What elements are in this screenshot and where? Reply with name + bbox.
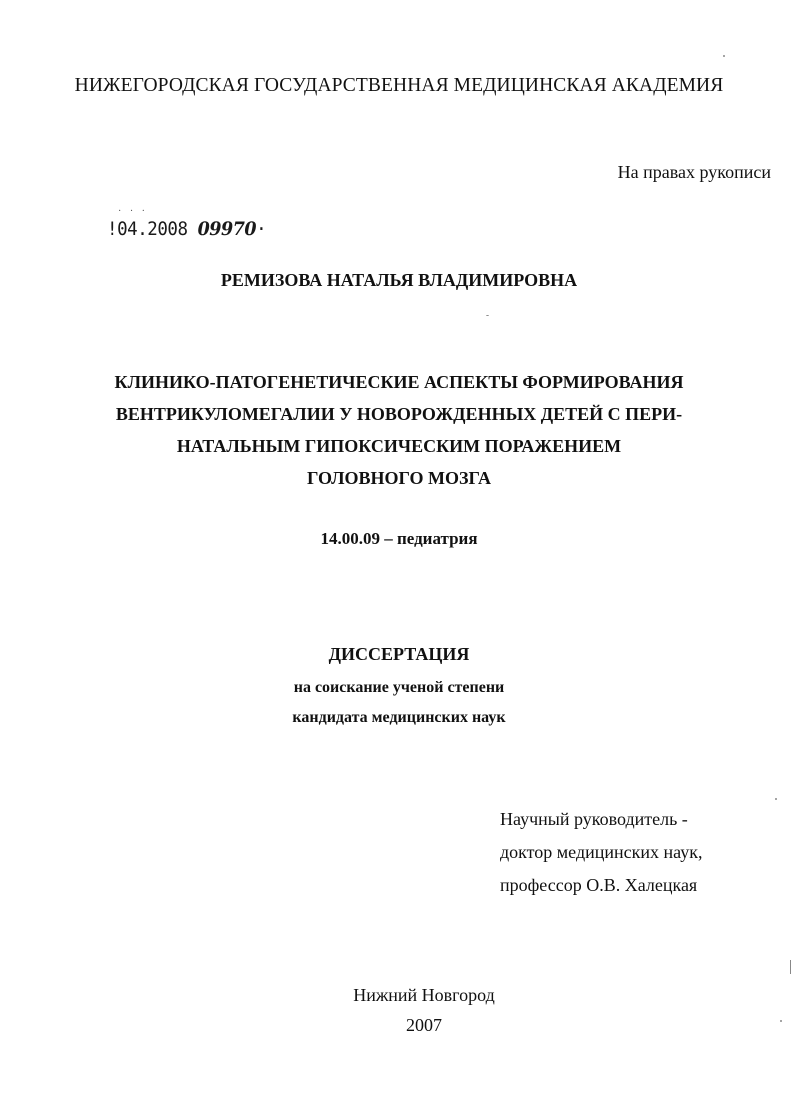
- work-type-heading: ДИССЕРТАЦИЯ: [328, 644, 470, 664]
- registration-stamp: [107, 218, 266, 240]
- thesis-title-line: НАТАЛЬНЫМ ГИПОКСИЧЕСКИМ ПОРАЖЕНИЕМ: [176, 436, 622, 456]
- stamp-mark: ·: [256, 218, 267, 240]
- city: Нижний Новгород: [353, 985, 495, 1005]
- scan-speck: [790, 960, 791, 974]
- supervisor-line: доктор медицинских наук,: [500, 842, 703, 862]
- stamp-handwritten-number: 09970: [197, 218, 257, 240]
- scan-speck: [780, 1020, 782, 1022]
- specialty-code: 14.00.09 – педиатрия: [320, 529, 478, 548]
- supervisor-line: профессор О.В. Халецкая: [500, 875, 698, 895]
- thesis-title: [0, 366, 798, 494]
- scan-speck: [775, 798, 777, 800]
- author-name: РЕМИЗОВА НАТАЛЬЯ ВЛАДИМИРОВНА: [220, 270, 578, 290]
- supervisor-block: [500, 803, 702, 902]
- thesis-title-line: ГОЛОВНОГО МОЗГА: [306, 468, 492, 488]
- year: 2007: [406, 1015, 442, 1035]
- rights-note: На правах рукописи: [617, 162, 771, 182]
- stamp-dots: · · ·: [118, 206, 148, 217]
- supervisor-line: Научный руководитель -: [500, 809, 688, 829]
- scan-speck: [486, 315, 489, 316]
- institution-name: НИЖЕГОРОДСКАЯ ГОСУДАРСТВЕННАЯ МЕДИЦИНСКАЯ АКАДЕМИЯ: [74, 75, 724, 96]
- scan-speck: [723, 55, 725, 57]
- thesis-title-line: КЛИНИКО-ПАТОГЕНЕТИЧЕСКИЕ АСПЕКТЫ ФОРМИРОВАНИЯ: [114, 372, 684, 392]
- degree-line: кандидата медицинских наук: [292, 709, 506, 726]
- thesis-title-line: ВЕНТРИКУЛОМЕГАЛИИ У НОВОРОЖДЕННЫХ ДЕТЕЙ С ПЕРИ-: [115, 404, 683, 424]
- degree-line: на соискание ученой степени: [293, 679, 505, 696]
- stamp-printed-date: !04.2008: [107, 218, 188, 240]
